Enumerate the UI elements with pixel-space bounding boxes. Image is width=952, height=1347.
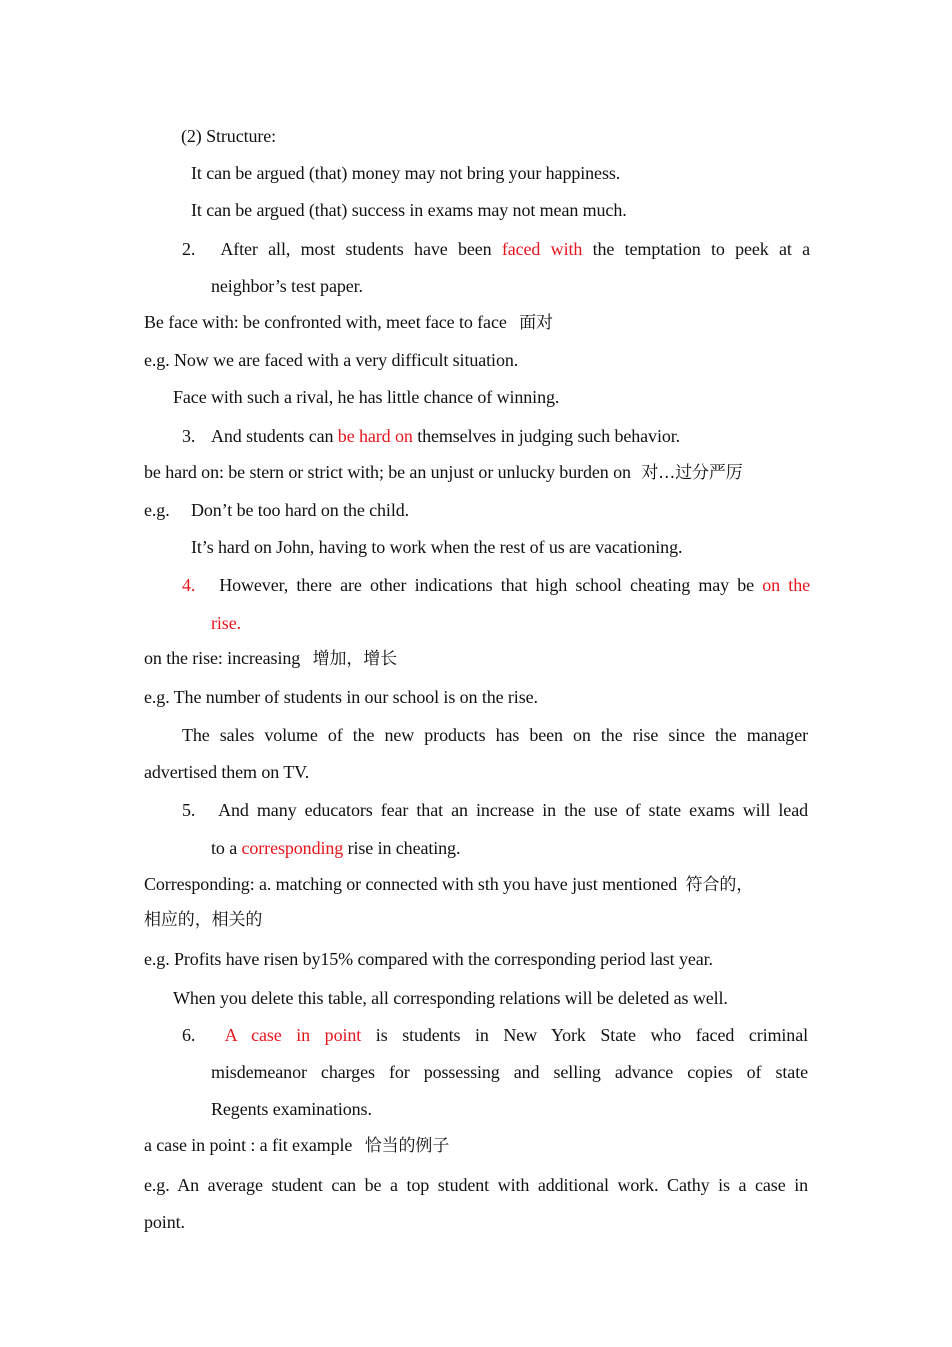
item6-definition-text: a case in point : a fit example — [144, 1135, 353, 1155]
item4-text-pre: However, there are other indications that high school cheating may be — [219, 575, 755, 595]
item2-example-2: Face with such a rival, he has little chance of winning. — [173, 387, 560, 407]
item4-phrase-highlight: on the — [762, 575, 810, 595]
item2-text-post: the temptation to peek at a — [592, 239, 811, 259]
item3-number: 3. — [182, 426, 196, 446]
structure-heading: (2) Structure: — [181, 126, 277, 146]
item4-example-2-line2: advertised them on TV. — [144, 762, 310, 782]
item3-definition-text: be hard on: be stern or strict with; be an unjust or unlucky burden on — [144, 462, 631, 482]
item5-definition-line1 — [144, 873, 753, 896]
item2-number: 2. — [182, 239, 196, 259]
structure-example-1: It can be argued (that) money may not bring your happiness. — [191, 163, 621, 183]
item6-example-line2: point. — [144, 1212, 185, 1232]
item6-sentence-line1 — [182, 1024, 808, 1046]
item4-definition — [144, 647, 397, 670]
item4-example-1: e.g. The number of students in our school is on the rise. — [144, 687, 538, 707]
structure-example-2: It can be argued (that) success in exams may not mean much. — [191, 200, 627, 220]
item6-sentence-line2: misdemeanor charges for possessing and selling advance copies of state — [211, 1062, 808, 1082]
item3-sentence — [182, 425, 680, 447]
item2-text-pre: After all, most students have been — [220, 239, 492, 259]
item3-example-1-text: Don’t be too hard on the child. — [191, 500, 410, 520]
item5-sentence-line2 — [211, 837, 460, 859]
item5-text-post: rise in cheating. — [347, 838, 461, 858]
item5-definition-cn1: 符合的， — [685, 875, 754, 895]
item6-definition-cn: 恰当的例子 — [364, 1136, 450, 1156]
item3-example-1 — [144, 499, 409, 521]
item4-example-2-line1: The sales volume of the new products has been on the rise since the manager — [182, 725, 808, 745]
item6-text-post: is students in New York State who faced criminal — [375, 1025, 809, 1045]
item5-sentence-line1 — [182, 799, 808, 821]
item5-example-1: e.g. Profits have risen by15% compared with the corresponding period last year. — [144, 949, 713, 969]
item3-eg-label: e.g. — [144, 500, 170, 520]
item4-definition-text: on the rise: increasing — [144, 648, 301, 668]
item6-phrase-highlight: A case in point — [224, 1025, 362, 1045]
item3-definition-cn: 对…过分严厉 — [641, 463, 743, 483]
item5-text-line1: And many educators fear that an increase in the use of state exams will lead — [218, 800, 808, 820]
item4-number: 4. — [182, 575, 196, 595]
item3-text-post: themselves in judging such behavior. — [417, 426, 681, 446]
item3-example-2: It’s hard on John, having to work when the rest of us are vacationing. — [191, 537, 683, 557]
item2-example-1: e.g. Now we are faced with a very difficult situation. — [144, 350, 519, 370]
item2-definition-text: Be face with: be confronted with, meet face to face — [144, 312, 507, 332]
item4-sentence-line2: rise. — [211, 613, 241, 633]
item5-text-pre: to a — [211, 838, 238, 858]
item6-number: 6. — [182, 1025, 196, 1045]
item5-example-2: When you delete this table, all corresponding relations will be deleted as well. — [173, 988, 728, 1008]
item3-definition — [144, 461, 743, 484]
item5-phrase-highlight: corresponding — [241, 838, 344, 858]
item6-sentence-line3: Regents examinations. — [211, 1099, 372, 1119]
item2-definition — [144, 311, 553, 334]
item3-text-pre: And students can — [211, 426, 334, 446]
item2-definition-cn: 面对 — [519, 313, 553, 333]
item2-sentence-line1 — [182, 238, 810, 260]
item5-definition-text: Corresponding: a. matching or connected with sth you have just mentioned — [144, 874, 678, 894]
item4-definition-cn: 增加，增长 — [312, 649, 398, 669]
item5-definition-cn2: 相应的，相关的 — [144, 910, 263, 930]
item4-sentence-line1 — [182, 574, 810, 596]
item2-phrase-highlight: faced with — [501, 239, 583, 259]
item5-number: 5. — [182, 800, 196, 820]
item6-definition — [144, 1134, 449, 1157]
item3-phrase-highlight: be hard on — [337, 426, 413, 446]
item6-example-line1: e.g. An average student can be a top student with additional work. Cathy is a case in — [144, 1175, 808, 1195]
item2-sentence-line2: neighbor’s test paper. — [211, 276, 363, 296]
